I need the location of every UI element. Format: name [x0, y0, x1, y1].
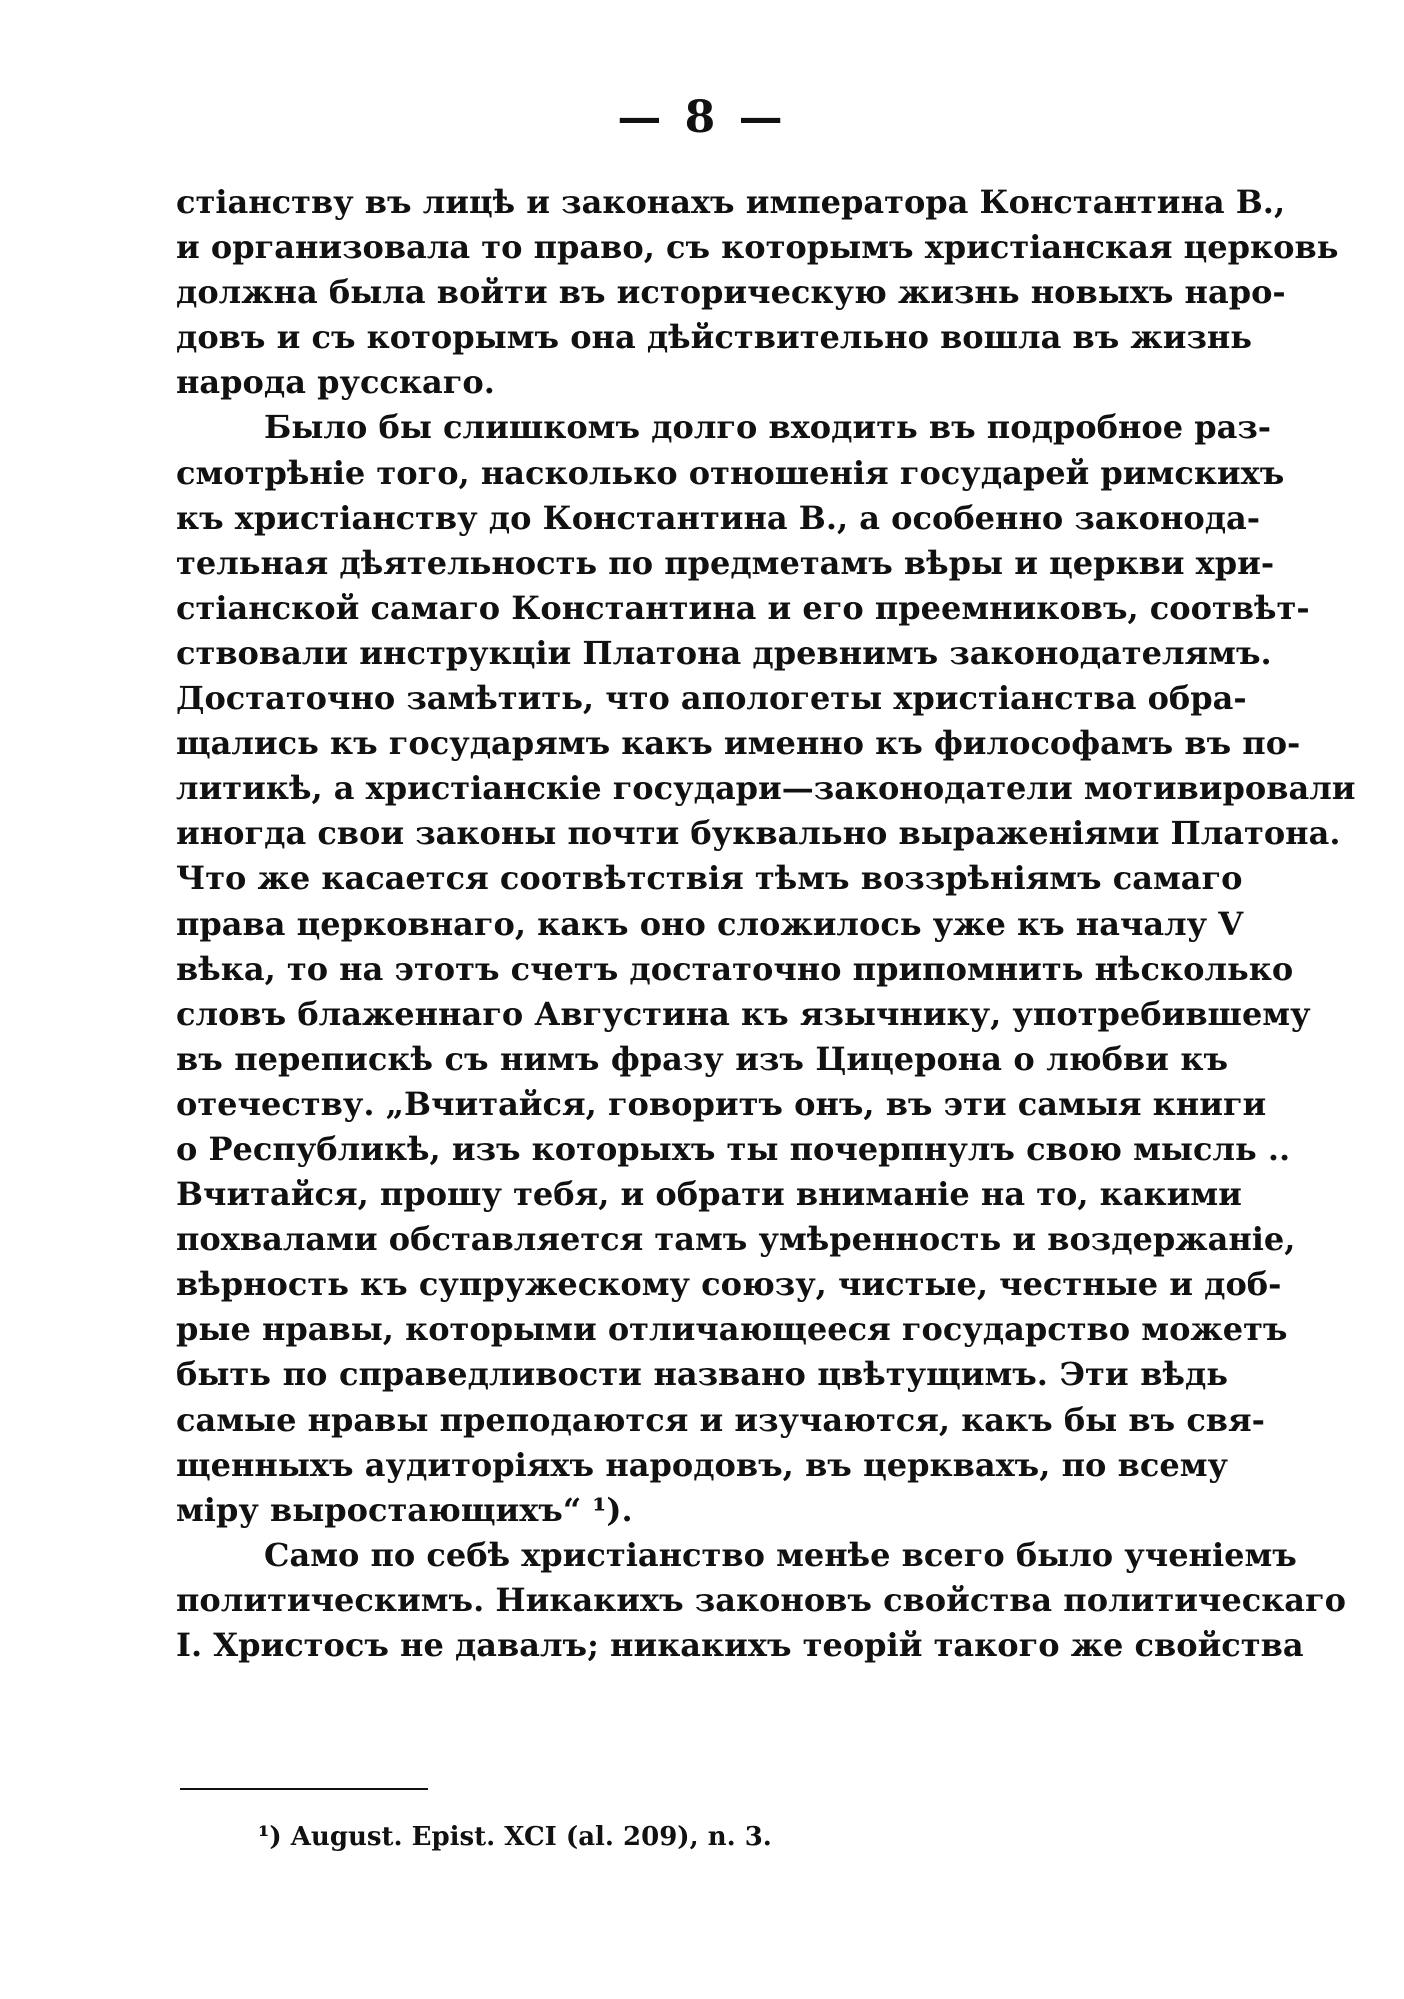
text-line: тельная дѣятельность по предметамъ вѣры и церкви хри-	[176, 543, 1275, 582]
text-line: литикѣ, а христіанскіе государи—законодатели мотивировали	[176, 769, 1356, 808]
text-line: Что же касается соотвѣтствія тѣмъ воззрѣніямъ самаго	[176, 859, 1243, 898]
footnote-divider	[180, 1788, 428, 1790]
text-line: о Республикѣ, изъ которыхъ ты почерпнулъ свою мысль ..	[176, 1129, 1291, 1168]
text-line: должна была войти въ историческую жизнь новыхъ наро-	[176, 273, 1286, 312]
text-line: словъ блаженнаго Августина къ язычнику, употребившему	[176, 994, 1311, 1033]
text-line: Вчитайся, прошу тебя, и обрати вниманіе на то, какими	[176, 1175, 1242, 1214]
text-line: вѣрность къ супружескому союзу, чистые, честные и доб-	[176, 1265, 1282, 1304]
text-line: I. Христосъ не давалъ; никакихъ теорій такого же свойства	[176, 1626, 1304, 1664]
text-line: къ христіанству до Константина В., а особенно законода-	[176, 498, 1261, 537]
text-line: стіанской самаго Константина и его преемниковъ, соотвѣт-	[176, 588, 1310, 627]
text-line: ствовали инструкціи Платона древнимъ законодателямъ.	[176, 633, 1272, 672]
text-line: щались къ государямъ какъ именно къ философамъ въ по-	[176, 724, 1301, 763]
text-line: политическимъ. Никакихъ законовъ свойства политическаго	[176, 1580, 1346, 1619]
text-line: щенныхъ аудиторіяхъ народовъ, въ церквахъ, по всему	[176, 1445, 1228, 1484]
footnote: ¹) August. Epist. XCI (al. 209), n. 3.	[258, 1822, 772, 1852]
text-line: Было бы слишкомъ долго входить въ подробное раз-	[264, 408, 1272, 447]
text-line: самые нравы преподаются и изучаются, какъ бы въ свя-	[176, 1400, 1265, 1439]
text-line: отечеству. „Вчитайся, говоритъ онъ, въ эти самыя книги	[176, 1084, 1267, 1123]
text-line: быть по справедливости названо цвѣтущимъ. Эти вѣдь	[176, 1355, 1228, 1394]
body-text	[176, 180, 1356, 1668]
text-line: смотрѣніе того, насколько отношенія государей римскихъ	[176, 453, 1285, 492]
text-line: Достаточно замѣтить, что апологеты христіанства обра-	[176, 679, 1247, 718]
page-number: — 8 —	[617, 92, 787, 143]
text-line: вѣка, то на этотъ счетъ достаточно припомнить нѣсколько	[176, 949, 1294, 988]
text-line: въ перепискѣ съ нимъ фразу изъ Цицерона о любви къ	[176, 1039, 1228, 1078]
text-line: рые нравы, которыми отличающееся государство можетъ	[176, 1310, 1288, 1349]
text-line: народа русскаго.	[176, 363, 495, 402]
text-line: похвалами обставляется тамъ умѣренность и воздержаніе,	[176, 1220, 1296, 1259]
text-line: Само по себѣ христіанство менѣе всего было ученіемъ	[264, 1535, 1297, 1574]
text-line: міру выростающихъ“ ¹).	[176, 1490, 633, 1529]
text-line: довъ и съ которымъ она дѣйствительно вошла въ жизнь	[176, 318, 1252, 357]
text-line: стіанству въ лицѣ и законахъ императора Константина В.,	[176, 183, 1286, 221]
text-line: права церковнаго, какъ оно сложилось уже къ началу V	[176, 904, 1244, 943]
text-line: иногда свои законы почти буквально выраженіями Платона.	[176, 814, 1341, 853]
text-line: и организовала то право, съ которымъ христіанская церковь	[176, 228, 1339, 267]
